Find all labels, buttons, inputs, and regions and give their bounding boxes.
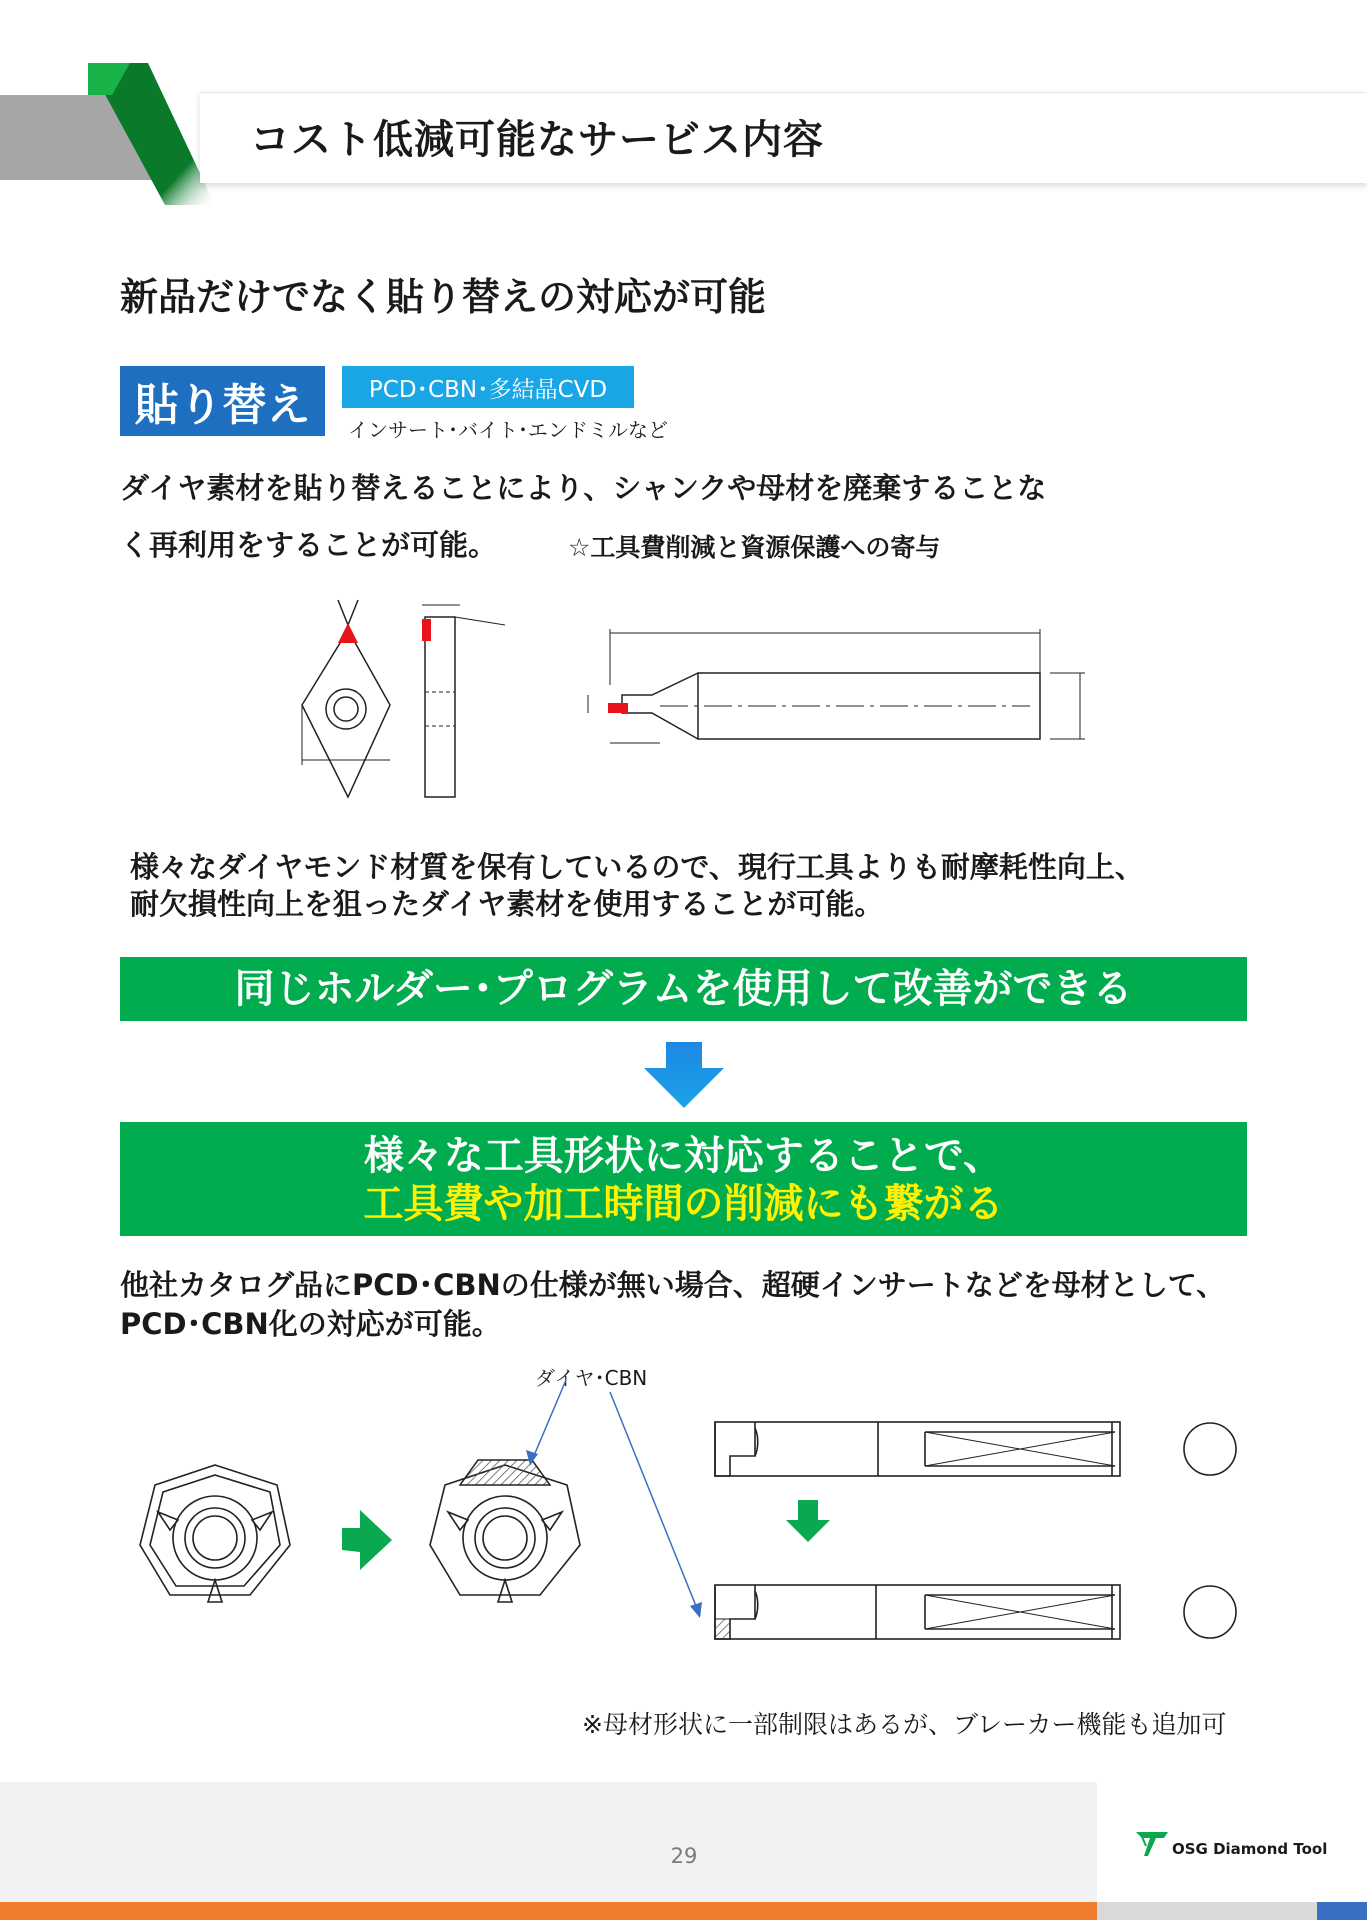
cost-banner-line-2: 工具費や加工時間の削減にも繋がる: [363, 1181, 1004, 1227]
material-line-1: 様々なダイヤモンド材質を保有しているので、現行工具よりも耐摩耗性向上、: [130, 850, 1144, 884]
insert-conversion-diagram: [130, 1380, 590, 1640]
page-number: 29: [670, 1844, 698, 1868]
badge-materials: PCD･CBN･多結晶CVD: [342, 366, 634, 408]
page-title: コスト低減可能なサービス内容: [250, 117, 824, 163]
footer-stripe-gray: [1097, 1902, 1317, 1920]
osg-logo-icon: [1134, 1830, 1170, 1858]
intro-line-2: く再利用をすることが可能。: [120, 528, 498, 562]
other-line-1: 他社カタログ品にPCD･CBNの仕様が無い場合、超硬インサートなどを母材として、: [120, 1268, 1226, 1302]
osg-logo-text: OSG Diamond Tool: [1172, 1840, 1328, 1858]
other-line-2: PCD･CBN化の対応が可能。: [120, 1307, 501, 1341]
footer-stripe-orange: [0, 1902, 1097, 1920]
intro-line-1: ダイヤ素材を貼り替えることにより、シャンクや母材を廃棄することな: [120, 471, 1047, 505]
endmill-drawing: [580, 625, 1100, 775]
section-title: 新品だけでなく貼り替えの対応が可能: [120, 275, 767, 319]
intro-note: ☆工具費削減と資源保護への寄与: [568, 533, 941, 562]
footnote: ※母材形状に一部制限はあるが、ブレーカー機能も追加可: [582, 1710, 1227, 1739]
material-line-2: 耐欠損性向上を狙ったダイヤ素材を使用することが可能。: [130, 887, 884, 921]
badge-replace: 貼り替え: [120, 366, 325, 436]
improvement-banner: 同じホルダー･プログラムを使用して改善ができる: [120, 957, 1247, 1021]
cost-reduction-banner: [120, 1122, 1247, 1236]
diamond-cbn-label: ダイヤ･CBN: [535, 1366, 648, 1390]
footer-stripe-blue: [1317, 1902, 1367, 1920]
badge-caption: インサート･バイト･エンドミルなど: [348, 418, 668, 442]
boring-bar-diagram: [600, 1370, 1250, 1650]
arrow-down-icon: [644, 1042, 724, 1108]
cost-banner-line-1: 様々な工具形状に対応することで、: [363, 1133, 1004, 1179]
insert-drawing: [290, 595, 510, 805]
